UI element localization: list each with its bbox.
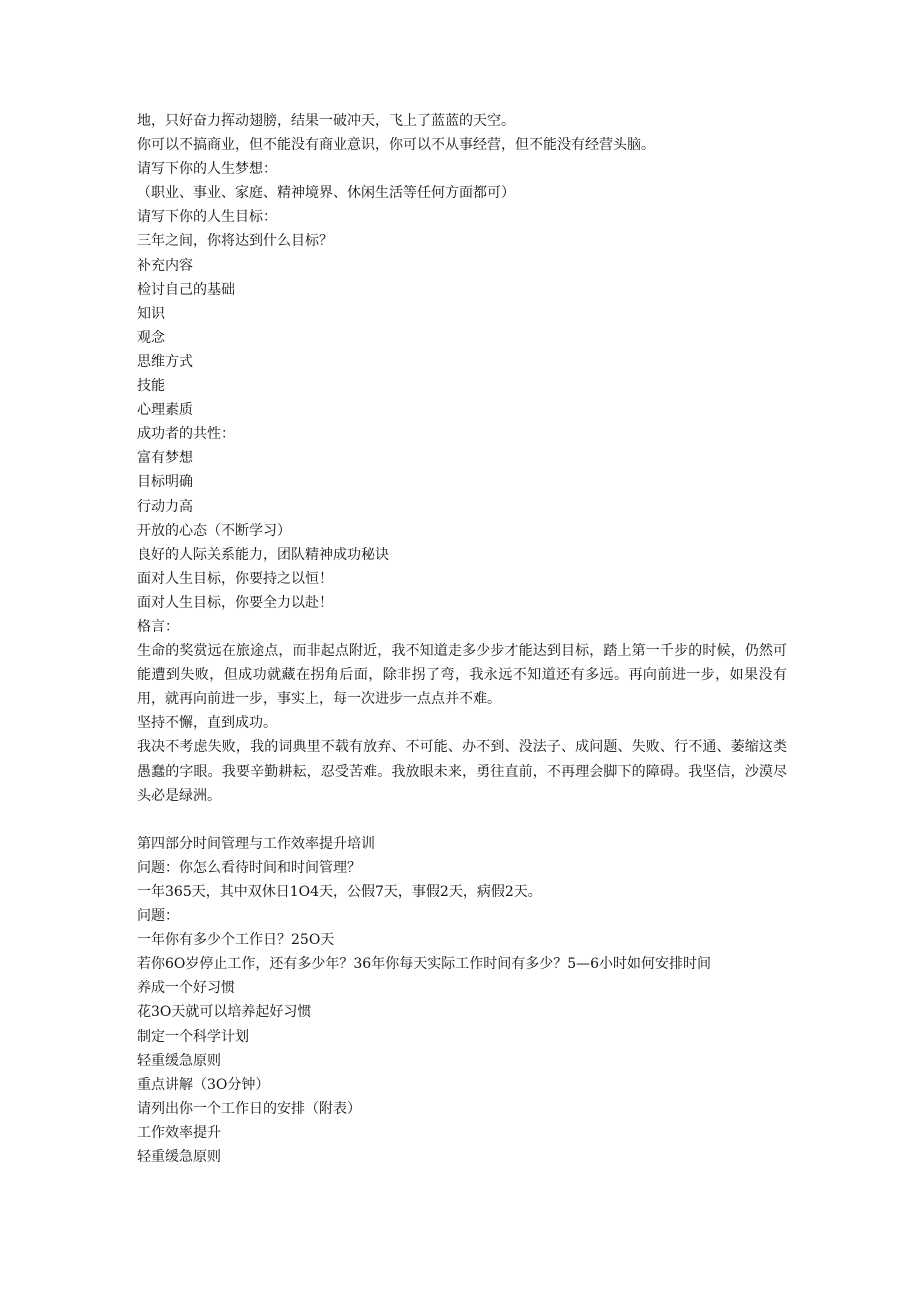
paragraph-motto-1: 生命的奖赏远在旅途点，而非起点附近，我不知道走多少步才能达到目标，踏上第一千步的时候，仍然可能遭到失败，但成功就藏在拐角后面，除非拐了弯，我永远不知道还有多远。再向前进一步，如果没有用，就再向前进一步，事实上，每一次进步一点点并不难。 <box>137 643 787 708</box>
section-title: 第四部分时间管理与工作效率提升培训 <box>137 835 375 852</box>
text-line: 面对人生目标，你要持之以恒！ <box>137 570 333 587</box>
text-line: 行动力高 <box>137 498 193 515</box>
text-line: 养成一个好习惯 <box>137 980 235 997</box>
text-line: 重点讲解（3O分钟） <box>137 1076 270 1093</box>
text-line: 制定一个科学计划 <box>137 1028 249 1045</box>
text-line: 工作效率提升 <box>137 1124 221 1141</box>
text-line: 心理素质 <box>137 402 193 419</box>
text-line: 技能 <box>137 378 165 395</box>
text-line: 知识 <box>137 305 165 322</box>
text-line: 检讨自己的基础 <box>137 281 235 298</box>
text-line: 地，只好奋力挥动翅膀，结果一破冲天，飞上了蓝蓝的天空。 <box>137 113 515 129</box>
text-line: 思维方式 <box>137 353 193 370</box>
text-line: （职业、事业、家庭、精神境界、休闲生活等任何方面都可） <box>137 185 515 202</box>
text-line: 一年你有多少个工作日？25O天 <box>137 932 335 949</box>
text-line: 一年365天，其中双休日1O4天，公假7天，事假2天，病假2天。 <box>137 884 542 900</box>
text-line: 成功者的共性： <box>137 426 235 443</box>
text-line: 三年之间，你将达到什么目标？ <box>137 233 333 250</box>
text-line: 请列出你一个工作日的安排（附表） <box>137 1100 361 1117</box>
document-body <box>137 109 787 1169</box>
text-line: 请写下你的人生梦想： <box>137 161 277 178</box>
text-line: 目标明确 <box>137 474 193 491</box>
text-line: 轻重缓急原则 <box>137 1149 221 1166</box>
text-line: 你可以不搞商业，但不能没有商业意识，你可以不从事经营，但不能没有经营头脑。 <box>137 137 655 154</box>
text-line: 补充内容 <box>137 257 193 274</box>
blank-line <box>137 808 787 832</box>
text-line: 问题：你怎么看待时间和时间管理？ <box>137 859 361 876</box>
text-line: 花3O天就可以培养起好习惯 <box>137 1004 312 1021</box>
paragraph-motto-2: 我决不考虑失败，我的词典里不载有放弃、不可能、办不到、没法子、成问题、失败、行不通、萎缩这类愚蠢的字眼。我要辛勤耕耘，忍受苦难。我放眼未来，勇往直前，不再理会脚下的障碍。我坚信，沙漠尽头必是绿洲。 <box>137 739 787 804</box>
text-block-bottom <box>137 856 787 1169</box>
text-line: 观念 <box>137 329 165 346</box>
text-line: 问题： <box>137 908 179 925</box>
text-line: 请写下你的人生目标： <box>137 209 277 226</box>
text-line: 面对人生目标，你要全力以赴！ <box>137 594 333 611</box>
text-line: 格言： <box>137 618 179 635</box>
text-line: 良好的人际关系能力，团队精神成功秘诀 <box>137 546 389 563</box>
text-line: 轻重缓急原则 <box>137 1052 221 1069</box>
text-line: 若你6O岁停止工作，还有多少年？36年你每天实际工作时间有多少？5—6小时如何安排时间 <box>137 956 712 973</box>
text-block-top <box>137 109 787 639</box>
text-line: 开放的心态（不断学习） <box>137 522 291 539</box>
text-line-persist: 坚持不懈，直到成功。 <box>137 715 277 732</box>
text-line: 富有梦想 <box>137 450 193 467</box>
